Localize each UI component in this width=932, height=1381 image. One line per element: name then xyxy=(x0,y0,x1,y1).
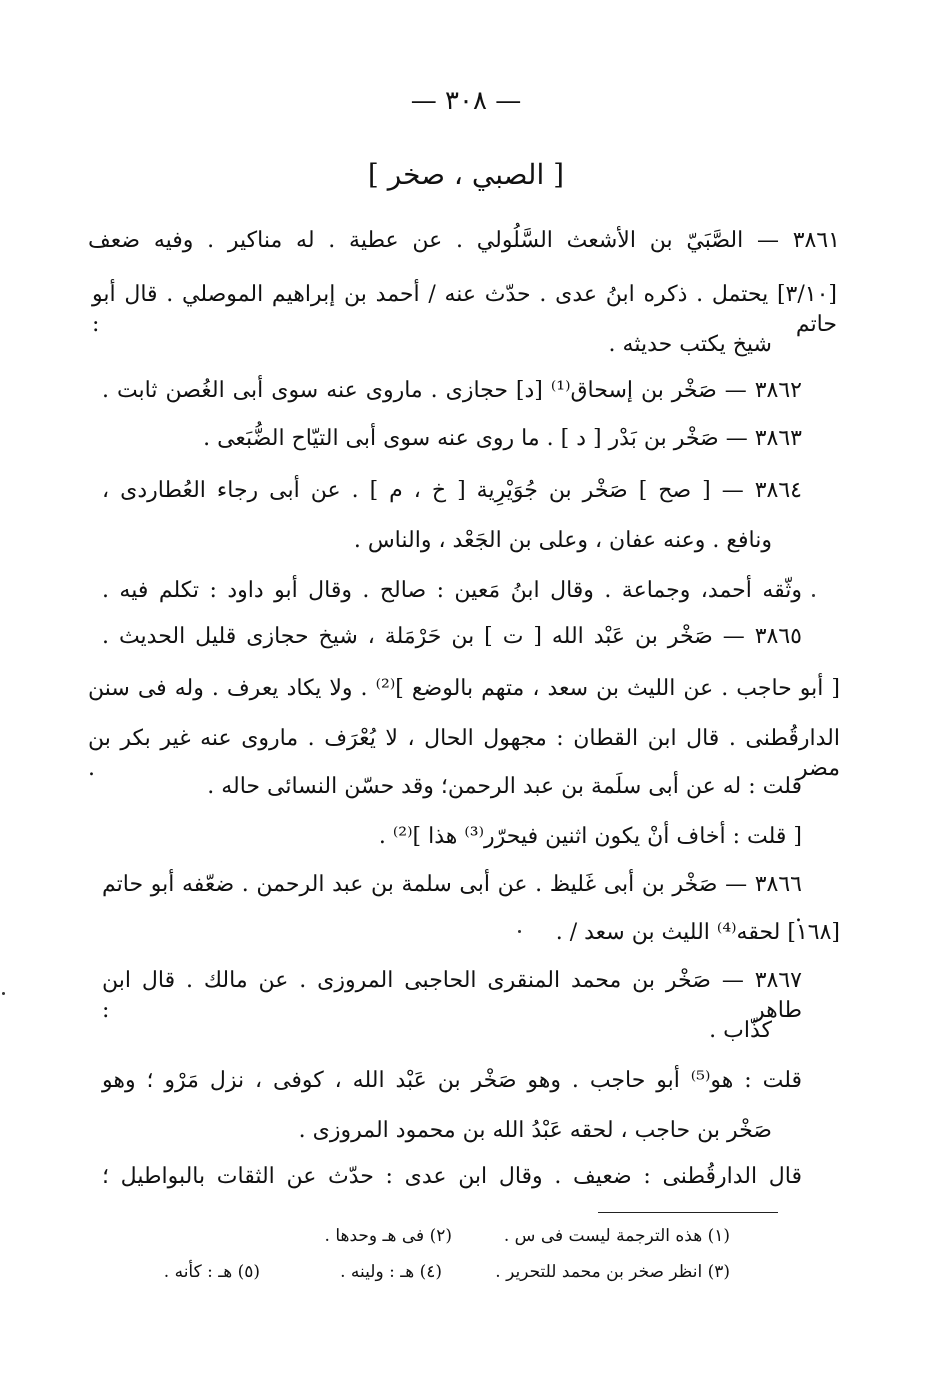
scan-speck xyxy=(812,594,815,597)
footnote-2: (٢) فى هـ وحدها . xyxy=(324,1226,452,1246)
text-line: ٣٨٦١ — الصَّبَيّ بن الأشعث السَّلُولي . عن عطية . له مناكير . وفيه ضعف xyxy=(88,228,840,253)
entry-3865: ٣٨٦٥ — صَخْر بن عَبْد الله [ ت ] بن حَرْمَلة ، شيخ حجازى قليل الحديث . xyxy=(102,624,802,649)
entry-3862: ٣٨٦٢ — صَخْر بن إسحاق⁽¹⁾ [د] حجازى . ماروى عنه سوى أبى الغُصن ثابت . xyxy=(102,378,802,403)
section-title: [ الصبي ، صخر ] xyxy=(367,158,565,191)
footnote-divider xyxy=(598,1212,778,1213)
entry-3867: ٣٨٦٧ — صَخْر بن محمد المنقرى الحاجبى المروزى . عن مالك . قال ابن طاهر : xyxy=(102,968,802,1023)
text-line: شيخ يكتب حديثه . xyxy=(608,332,772,357)
footnote-3: (٣) انظر صخر بن محمد للتحرير . xyxy=(495,1262,730,1282)
text-line: قلت : له عن أبى سلَمة بن عبد الرحمن؛ وقد حسّن النسائى حاله . xyxy=(207,774,802,799)
text-line: [١٦٨] لحقه⁽⁴⁾ الليث بن سعد / . xyxy=(555,920,840,945)
entry-3864: ٣٨٦٤ — [ صح ] صَخْر بن جُوَيْرِية [ خ ، م ] . عن أبى رجاء العُطاردى ، xyxy=(102,478,802,503)
scan-speck xyxy=(2,992,5,995)
text-line: وثّقه أحمد، وجماعة . وقال ابنُ مَعين : صالح . وقال أبو داود : تكلم فيه . xyxy=(102,578,802,603)
text-line: قال الدارقُطنى : ضعيف . وقال ابن عدى : حدّث عن الثقات بالبواطيل ؛ xyxy=(102,1164,802,1189)
text-line: قلت : هو⁽⁵⁾ أبو حاجب . وهو صَخْر بن عَبْد الله ، كوفى ، نزل مَرْو ؛ وهو xyxy=(102,1068,803,1093)
text-line: [٣/١٠] يحتمل . ذكره ابنُ عدى . حدّث عنه / أحمد بن إبراهيم الموصلي . قال أبو حاتم : xyxy=(92,282,837,337)
text-line: [ أبو حاجب . عن الليث بن سعد ، متهم بالوضع ]⁽²⁾ . ولا يكاد يعرف . وله فى سنن xyxy=(88,676,840,701)
page-number: — ٣٠٨ — xyxy=(410,86,522,116)
text-line: الدارقُطنى . قال ابن القطان : مجهول الحال ، لا يُعْرَف . ماروى عنه غير بكر بن مضر . xyxy=(88,726,840,781)
text-line: ونافع . وعنه عفان ، وعلى بن الجَعْد ، والناس . xyxy=(353,528,772,553)
text-line: كذّاب . xyxy=(709,1018,772,1043)
footnote-1: (١) هذه الترجمة ليست فى س . xyxy=(503,1226,730,1246)
text-line: صَخْر بن حاجب ، لحقه عَبْدُ الله بن محمود المروزى . xyxy=(298,1118,772,1143)
footnote-5: (٥) هـ : كأنه . xyxy=(163,1262,260,1282)
scan-speck xyxy=(518,930,521,933)
entry-3866: ٣٨٦٦ — صَخْر بن أبى غَليظ . عن أبى سلمة بن عبد الرحمن . ضعّفه أبو حاتم . xyxy=(102,872,802,927)
text-line: [ قلت : أخاف أنْ يكون اثنين فيحرّر⁽³⁾ هذا ]⁽²⁾ . xyxy=(378,824,802,849)
footnote-4: (٤) هـ : ولينه . xyxy=(340,1262,442,1282)
entry-3863: ٣٨٦٣ — صَخْر بن بَدْر [ د ] . ما روى عنه سوى أبى التيّاح الضُّبَعى . xyxy=(203,426,802,451)
